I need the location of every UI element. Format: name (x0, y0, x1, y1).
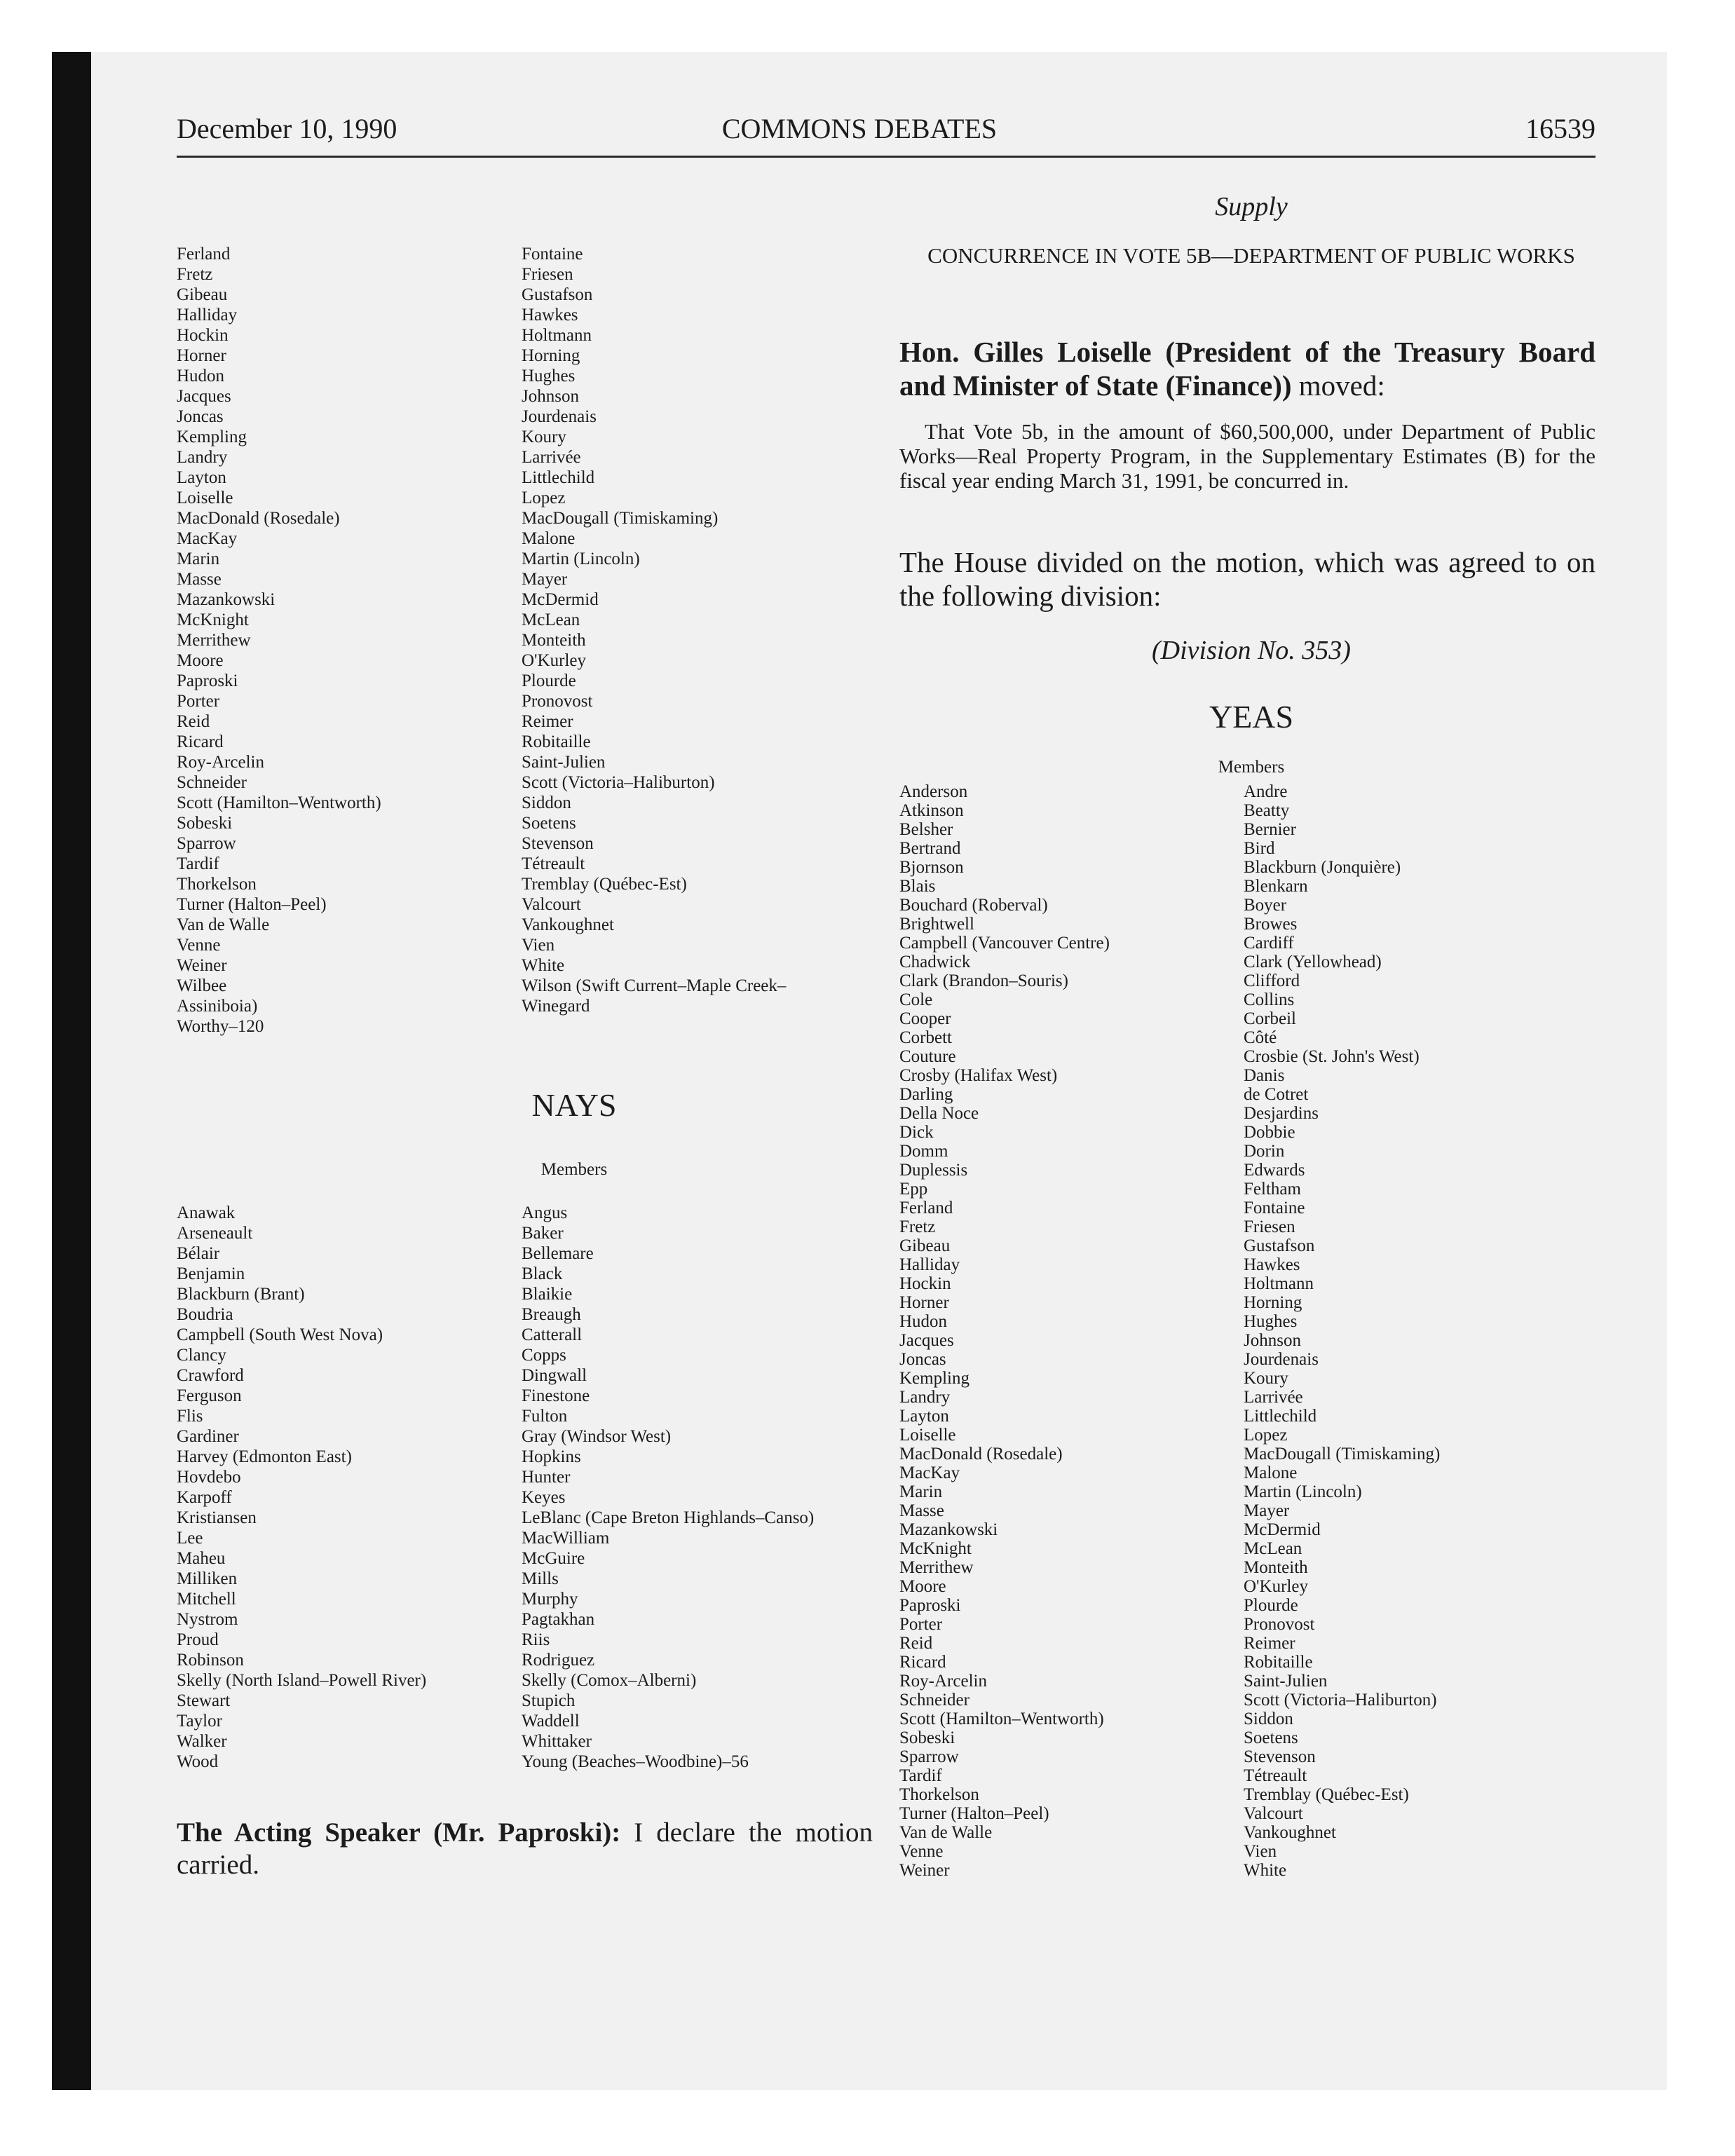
member-name: Johnson (1244, 1331, 1301, 1350)
member-name: Lee (177, 1529, 203, 1548)
member-name: Holtmann (522, 326, 592, 345)
member-name: Campbell (Vancouver Centre) (899, 934, 1110, 953)
member-name: Hughes (522, 367, 576, 386)
member-name: Hudon (899, 1312, 948, 1331)
member-name: Copps (522, 1346, 566, 1365)
member-name: Collins (1244, 990, 1295, 1009)
member-name: Sparrow (899, 1747, 959, 1766)
member-name: Browes (1244, 915, 1298, 934)
member-name: Anderson (899, 782, 968, 801)
member-name: Van de Walle (899, 1823, 993, 1842)
member-name: Horning (522, 346, 580, 365)
member-name: White (522, 956, 565, 975)
member-name: Hovdebo (177, 1468, 241, 1487)
section-heading: Supply (1215, 192, 1288, 221)
member-name: Belsher (899, 820, 953, 839)
member-name: Moore (177, 651, 224, 670)
member-name: Jourdenais (1244, 1350, 1319, 1369)
member-name: Scott (Hamilton–Wentworth) (899, 1710, 1104, 1728)
member-name: MacDonald (Rosedale) (177, 509, 340, 528)
member-name: Walker (177, 1732, 227, 1751)
member-name: Stewart (177, 1691, 231, 1710)
member-name: MacDonald (Rosedale) (899, 1445, 1063, 1464)
mover-action: moved: (1291, 369, 1385, 402)
member-name: Angus (522, 1203, 568, 1222)
member-name: Whittaker (522, 1732, 592, 1751)
member-name: Boudria (177, 1305, 233, 1324)
member-name: Beatty (1244, 801, 1290, 820)
member-name: Hawkes (1244, 1255, 1300, 1274)
member-name: Roy-Arcelin (899, 1672, 987, 1691)
member-name: Skelly (North Island–Powell River) (177, 1671, 427, 1690)
member-name: Blais (899, 877, 936, 896)
member-name: Moore (899, 1577, 946, 1596)
closing-text: I declare the motion carried. (177, 1817, 873, 1880)
member-name: Ferland (177, 245, 231, 264)
member-name: Soetens (1244, 1728, 1298, 1747)
member-name: Winegard (522, 997, 590, 1016)
member-name: Loiselle (177, 489, 233, 507)
member-name: Fontaine (522, 245, 583, 264)
member-name: Corbeil (1244, 1009, 1296, 1028)
member-name: Reimer (522, 712, 573, 731)
member-name: Soetens (522, 814, 576, 833)
member-name: Bird (1244, 839, 1275, 858)
member-name: McDermid (1244, 1520, 1321, 1539)
member-name: Campbell (South West Nova) (177, 1325, 383, 1344)
member-name: Van de Walle (177, 915, 270, 934)
member-name: Boyer (1244, 896, 1287, 915)
member-name: Kristiansen (177, 1508, 257, 1527)
member-name: Blenkarn (1244, 877, 1308, 896)
member-name: Plourde (1244, 1596, 1298, 1615)
member-name: Paproski (899, 1596, 961, 1615)
member-name: Monteith (1244, 1558, 1308, 1577)
member-name: Bertrand (899, 839, 961, 858)
member-name: Venne (177, 936, 221, 955)
binding-edge (52, 52, 91, 2090)
member-name: Vankoughnet (1244, 1823, 1336, 1842)
member-name: LeBlanc (Cape Breton Highlands–Canso) (522, 1508, 815, 1527)
member-name: MacDougall (Timiskaming) (522, 509, 719, 528)
member-name: Friesen (1244, 1217, 1295, 1236)
member-name: Mayer (522, 570, 568, 589)
member-name: Gray (Windsor West) (522, 1427, 672, 1446)
member-name: Layton (177, 468, 226, 487)
member-name: Turner (Halton–Peel) (899, 1804, 1049, 1823)
motion-text: That Vote 5b, in the amount of $60,500,000, under Department of Public Works—Real Property Program, in the Supplementary Estimates (B) for the fiscal year ending March 31, 1991, be concurred in. (899, 419, 1595, 493)
member-name: Bellemare (522, 1244, 594, 1263)
member-name: Merrithew (899, 1558, 974, 1577)
member-name: Landry (177, 448, 228, 467)
member-name: Porter (899, 1615, 943, 1634)
member-name: Blackburn (Jonquière) (1244, 858, 1401, 877)
member-name: Paproski (177, 671, 238, 690)
member-name: Valcourt (1244, 1804, 1303, 1823)
member-name: Mazankowski (177, 590, 275, 609)
member-name: Jourdenais (522, 407, 597, 426)
member-name: Horner (899, 1293, 949, 1312)
member-name: Jacques (899, 1331, 954, 1350)
member-name: Turner (Halton–Peel) (177, 895, 327, 914)
member-name: Plourde (522, 671, 576, 690)
yeas-column-2 (1244, 782, 1440, 1880)
member-name: Koury (522, 428, 566, 446)
member-name: McKnight (899, 1539, 972, 1558)
member-name: Feltham (1244, 1180, 1301, 1199)
member-name: Desjardins (1244, 1104, 1319, 1123)
member-name: Clark (Yellowhead) (1244, 953, 1382, 971)
member-name: Loiselle (899, 1426, 956, 1445)
member-name: Robinson (177, 1651, 244, 1670)
mover-paragraph (899, 335, 1595, 402)
member-name: Dobbie (1244, 1123, 1295, 1142)
member-name: Crosby (Halifax West) (899, 1066, 1058, 1085)
member-name: Lopez (1244, 1426, 1288, 1445)
member-name: Harvey (Edmonton East) (177, 1447, 352, 1466)
member-name: Epp (899, 1180, 928, 1199)
member-name: Siddon (522, 793, 571, 812)
member-name: Domm (899, 1142, 948, 1161)
member-name: Fretz (177, 265, 213, 284)
closing-statement (177, 1817, 873, 1881)
member-name: Gardiner (177, 1427, 239, 1446)
member-name: Corbett (899, 1028, 952, 1047)
member-name: Rodriguez (522, 1651, 595, 1670)
member-name: Kempling (177, 428, 247, 446)
member-name: Tremblay (Québec-Est) (522, 875, 687, 894)
member-name: Marin (177, 550, 220, 568)
member-name: Clifford (1244, 971, 1300, 990)
member-name: Malone (522, 529, 576, 548)
division-statement: The House divided on the motion, which was agreed to on the following division: (899, 546, 1595, 612)
member-name: O'Kurley (522, 651, 586, 670)
member-name: Larrivée (1244, 1388, 1303, 1407)
member-name: Murphy (522, 1590, 578, 1609)
speaker-name: The Acting Speaker (Mr. Paproski): (177, 1817, 621, 1848)
member-name: Schneider (899, 1691, 969, 1710)
member-name: Proud (177, 1630, 219, 1649)
member-name: Dorin (1244, 1142, 1285, 1161)
yeas-members-label: Members (1218, 758, 1285, 777)
member-name: Valcourt (522, 895, 581, 914)
member-name: Halliday (899, 1255, 960, 1274)
member-name: Joncas (899, 1350, 946, 1369)
member-name: Venne (899, 1842, 944, 1861)
nays-members-label: Members (540, 1160, 608, 1179)
member-name: Halliday (177, 306, 238, 325)
member-name: Keyes (522, 1488, 566, 1507)
member-name: Layton (899, 1407, 949, 1426)
member-name: Robitaille (1244, 1653, 1313, 1672)
member-name: Tardif (177, 854, 219, 873)
member-name: Horning (1244, 1293, 1302, 1312)
member-name: Tardif (899, 1766, 942, 1785)
member-name: Sobeski (177, 814, 233, 833)
header-date: December 10, 1990 (177, 113, 397, 144)
member-name: Arseneault (177, 1224, 253, 1243)
member-name: Saint-Julien (1244, 1672, 1328, 1691)
member-name: Wilson (Swift Current–Maple Creek– (522, 976, 787, 995)
member-name: Mitchell (177, 1590, 236, 1609)
member-name: Milliken (177, 1569, 238, 1588)
member-name: Pronovost (522, 692, 593, 711)
member-name: Clancy (177, 1346, 226, 1365)
member-name: Taylor (177, 1712, 222, 1731)
member-name: Jacques (177, 387, 231, 406)
member-name: Lopez (522, 489, 566, 507)
scanned-page (52, 52, 1667, 2090)
member-name: MacDougall (Timiskaming) (1244, 1445, 1441, 1464)
member-name: Darling (899, 1085, 953, 1104)
header-page-number: 16539 (1525, 113, 1595, 144)
member-name: Roy-Arcelin (177, 753, 264, 772)
member-name: White (1244, 1861, 1287, 1880)
member-name: Koury (1244, 1369, 1288, 1388)
member-name: Fretz (899, 1217, 936, 1236)
member-name: O'Kurley (1244, 1577, 1308, 1596)
member-name: Siddon (1244, 1710, 1293, 1728)
member-name: Pagtakhan (522, 1610, 595, 1629)
member-name: Sparrow (177, 834, 236, 853)
member-name: Blackburn (Brant) (177, 1285, 305, 1304)
member-name: Reid (177, 712, 210, 731)
member-name: Scott (Victoria–Haliburton) (1244, 1691, 1437, 1710)
member-name: Flis (177, 1407, 203, 1426)
member-name: Landry (899, 1388, 951, 1407)
member-name: Friesen (522, 265, 573, 284)
member-name: Gustafson (1244, 1236, 1315, 1255)
member-name: Ricard (177, 732, 224, 751)
member-name: Reimer (1244, 1634, 1295, 1653)
division-number: (Division No. 353) (1152, 636, 1351, 665)
header-title: COMMONS DEBATES (721, 113, 998, 144)
member-name: Mayer (1244, 1501, 1290, 1520)
member-name: Karpoff (177, 1488, 232, 1507)
member-name: Porter (177, 692, 220, 711)
member-name: Marin (899, 1482, 943, 1501)
member-name: McLean (522, 610, 580, 629)
member-name: Worthy–120 (177, 1017, 264, 1036)
member-name: Fontaine (1244, 1199, 1305, 1217)
member-name: Hockin (899, 1274, 951, 1293)
member-name: Stupich (522, 1691, 576, 1710)
member-name: Thorkelson (177, 875, 257, 894)
member-name: Cole (899, 990, 933, 1009)
member-name: Schneider (177, 773, 247, 792)
member-name: Littlechild (1244, 1407, 1317, 1426)
member-name: Côté (1244, 1028, 1277, 1047)
member-name: Bélair (177, 1244, 220, 1263)
member-name: Cooper (899, 1009, 951, 1028)
member-name: Weiner (177, 956, 227, 975)
member-name: Riis (522, 1630, 550, 1649)
member-name: Edwards (1244, 1161, 1305, 1180)
member-name: Sobeski (899, 1728, 955, 1747)
member-name: Littlechild (522, 468, 595, 487)
member-name: Tremblay (Québec-Est) (1244, 1785, 1409, 1804)
member-name: Anawak (177, 1203, 236, 1222)
member-name: Ricard (899, 1653, 946, 1672)
nays-column-2 (522, 1203, 814, 1772)
member-name: Cardiff (1244, 934, 1294, 953)
member-name: McKnight (177, 610, 249, 629)
member-name: Finestone (522, 1386, 590, 1405)
member-name: Stevenson (522, 834, 594, 853)
member-name: Clark (Brandon–Souris) (899, 971, 1068, 990)
member-name: Della Noce (899, 1104, 979, 1123)
member-name: Ferland (899, 1199, 953, 1217)
member-name: Johnson (522, 387, 579, 406)
member-name: Wilbee (177, 976, 227, 995)
member-name: Atkinson (899, 801, 964, 820)
member-name: Waddell (522, 1712, 580, 1731)
member-name: Scott (Hamilton–Wentworth) (177, 793, 381, 812)
member-name: Brightwell (899, 915, 974, 934)
member-name: Weiner (899, 1861, 950, 1880)
member-name: Wood (177, 1752, 219, 1771)
member-name: McLean (1244, 1539, 1302, 1558)
member-name: Stevenson (1244, 1747, 1316, 1766)
member-name: Bouchard (Roberval) (899, 896, 1048, 915)
member-name: MacKay (899, 1464, 960, 1482)
member-name: de Cotret (1244, 1085, 1309, 1104)
member-name: Kempling (899, 1369, 969, 1388)
member-name: Hudon (177, 367, 225, 386)
member-name: Benjamin (177, 1264, 245, 1283)
member-name: Vien (522, 936, 555, 955)
nays-column-1 (177, 1203, 426, 1772)
member-name: Pronovost (1244, 1615, 1315, 1634)
member-name: Hopkins (522, 1447, 581, 1466)
member-name: Martin (Lincoln) (1244, 1482, 1362, 1501)
member-name: Robitaille (522, 732, 591, 751)
member-name: Joncas (177, 407, 224, 426)
member-name: Thorkelson (899, 1785, 979, 1804)
member-name: Gustafson (522, 285, 593, 304)
member-name: Tétreault (1244, 1766, 1307, 1785)
yeas-heading: YEAS (1209, 699, 1294, 735)
member-name: Merrithew (177, 631, 251, 650)
member-name: Bernier (1244, 820, 1296, 839)
member-name: Young (Beaches–Woodbine)–56 (522, 1752, 749, 1771)
member-name: Hunter (522, 1468, 571, 1487)
member-name: Larrivée (522, 448, 581, 467)
member-name: Vien (1244, 1842, 1277, 1861)
nays-heading: NAYS (531, 1087, 617, 1123)
member-name: Ferguson (177, 1386, 242, 1405)
member-name: Blaikie (522, 1285, 573, 1304)
member-name: Couture (899, 1047, 956, 1066)
member-name: Horner (177, 346, 226, 365)
mover-name: Hon. Gilles Loiselle (President of the Treasury Board and Minister of State (Finance)) (899, 336, 1595, 402)
member-name: Mazankowski (899, 1520, 998, 1539)
member-name: Fulton (522, 1407, 568, 1426)
member-name: Chadwick (899, 953, 971, 971)
member-name: McDermid (522, 590, 599, 609)
member-name: Dick (899, 1123, 934, 1142)
member-name: Scott (Victoria–Haliburton) (522, 773, 715, 792)
member-name: Assiniboia) (177, 997, 258, 1016)
member-name: Breaugh (522, 1305, 581, 1324)
member-name: Catterall (522, 1325, 583, 1344)
member-name: Masse (177, 570, 222, 589)
member-name: McGuire (522, 1549, 585, 1568)
member-name: Holtmann (1244, 1274, 1314, 1293)
member-name: Tétreault (522, 854, 585, 873)
member-name: Baker (522, 1224, 564, 1243)
member-name: Andre (1244, 782, 1288, 801)
member-name: Mills (522, 1569, 559, 1588)
member-name: Hawkes (522, 306, 578, 325)
member-name: Vankoughnet (522, 915, 614, 934)
member-name: Crosbie (St. John's West) (1244, 1047, 1420, 1066)
member-name: Malone (1244, 1464, 1298, 1482)
member-name: Monteith (522, 631, 586, 650)
member-name: Bjornson (899, 858, 964, 877)
member-name: Saint-Julien (522, 753, 606, 772)
member-name: Nystrom (177, 1610, 238, 1629)
member-name: Masse (899, 1501, 944, 1520)
member-name: Black (522, 1264, 563, 1283)
member-name: Gibeau (177, 285, 228, 304)
member-name: MacWilliam (522, 1529, 610, 1548)
member-name: Reid (899, 1634, 933, 1653)
member-name: Dingwall (522, 1366, 587, 1385)
member-name: Duplessis (899, 1161, 968, 1180)
member-name: Gibeau (899, 1236, 951, 1255)
member-name: Hughes (1244, 1312, 1298, 1331)
prior-yeas-column-1 (177, 244, 381, 1037)
member-name: Danis (1244, 1066, 1285, 1085)
member-name: Martin (Lincoln) (522, 550, 640, 568)
member-name: Maheu (177, 1549, 226, 1568)
header-rule (177, 156, 1595, 158)
member-name: Hockin (177, 326, 229, 345)
member-name: MacKay (177, 529, 238, 548)
prior-yeas-column-2 (522, 244, 786, 1016)
vote-title: CONCURRENCE IN VOTE 5B—DEPARTMENT OF PUBLIC WORKS (927, 243, 1575, 268)
member-name: Crawford (177, 1366, 244, 1385)
member-name: Skelly (Comox–Alberni) (522, 1671, 697, 1690)
yeas-column-1 (899, 782, 1110, 1880)
